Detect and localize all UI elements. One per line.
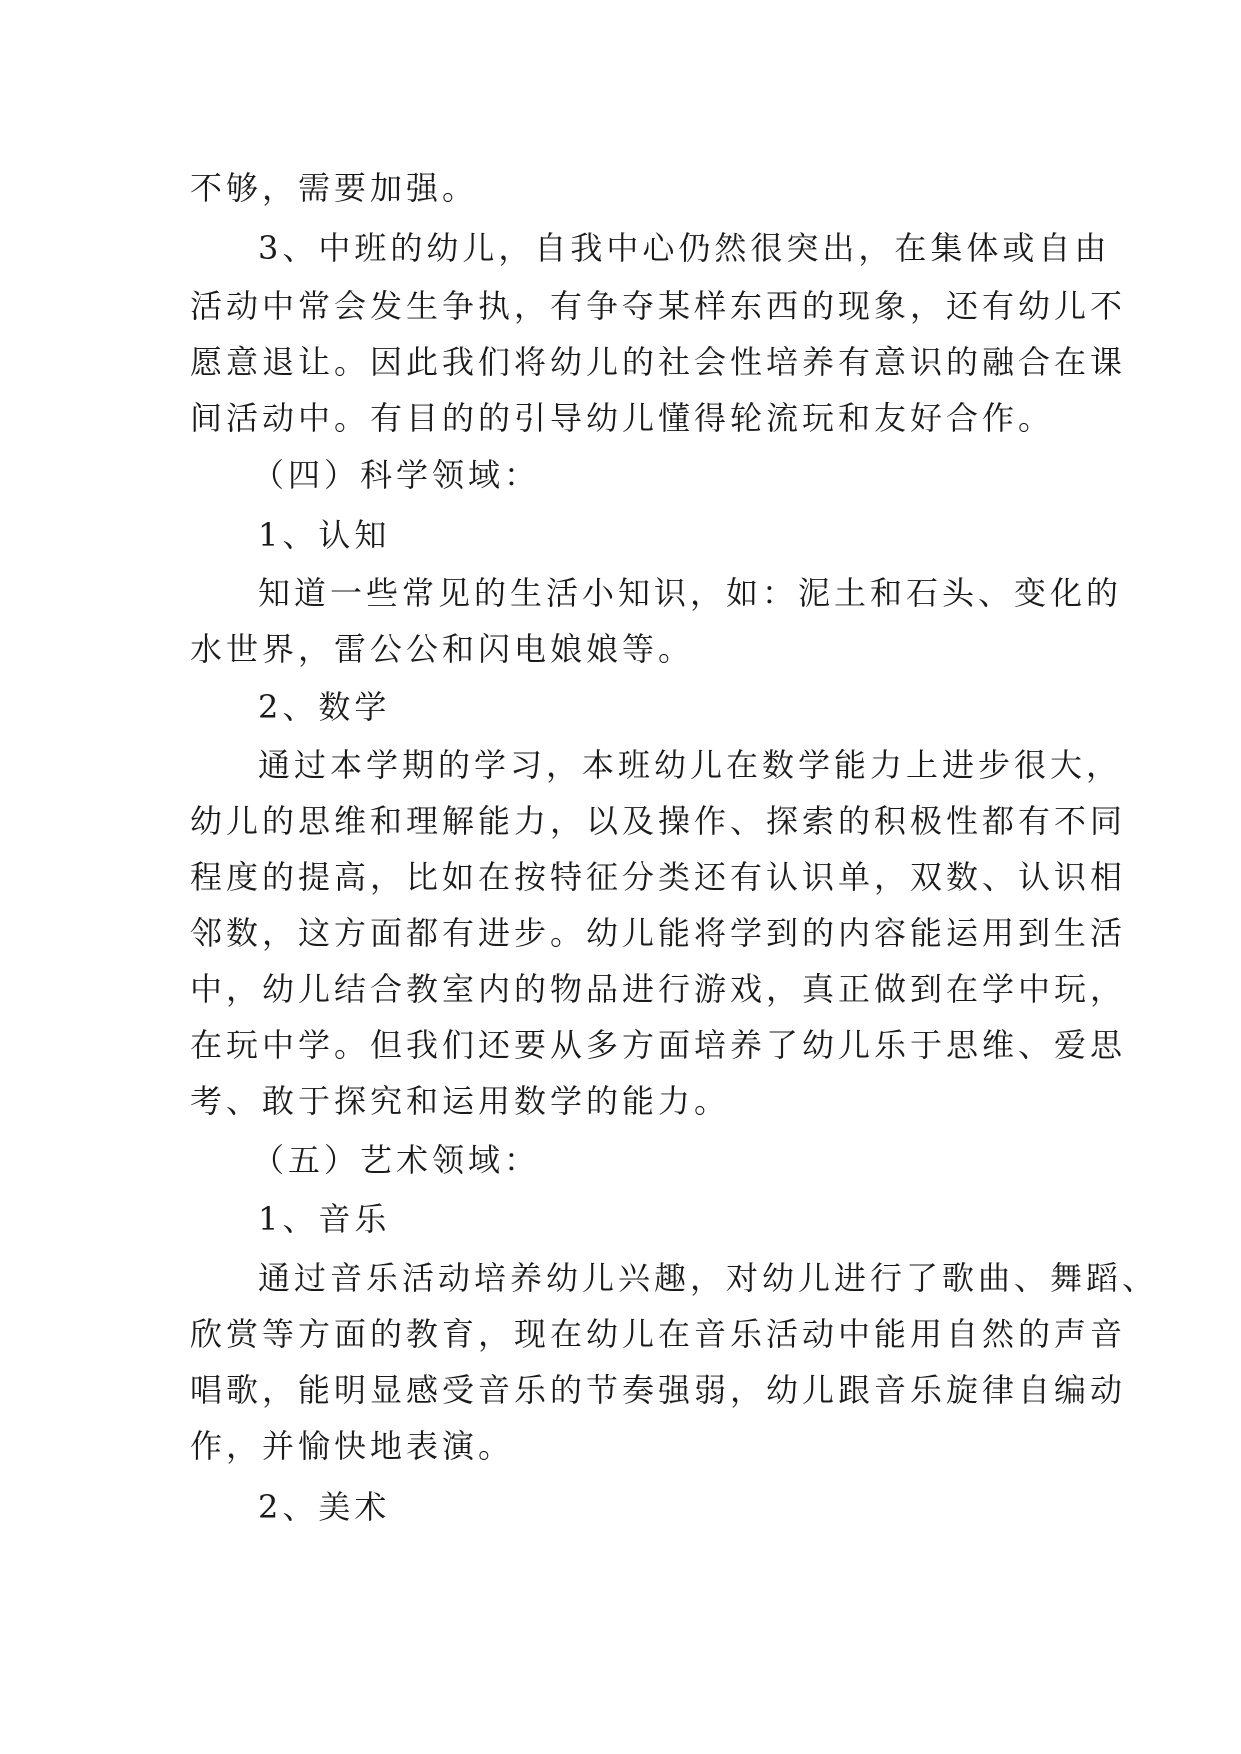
text-line: 水世界，雷公公和闪电娘娘等。 bbox=[190, 630, 695, 668]
text-line: 程度的提高，比如在按特征分类还有认识单，双数、认识相 bbox=[190, 858, 1127, 896]
text-line: 3、中班的幼儿，自我中心仍然很突出，在集体或自由 bbox=[258, 229, 1111, 267]
text-line: 不够，需要加强。 bbox=[190, 169, 479, 207]
subsection-heading: 2、美术 bbox=[258, 1488, 391, 1526]
text-line: 中，幼儿结合教室内的物品进行游戏，真正做到在学中玩， bbox=[190, 970, 1127, 1008]
text-line: 邻数，这方面都有进步。幼儿能将学到的内容能运用到生活 bbox=[190, 914, 1127, 952]
text-line: 幼儿的思维和理解能力，以及操作、探索的积极性都有不同 bbox=[190, 802, 1127, 840]
text-line: 唱歌，能明显感受音乐的节奏强弱，幼儿跟音乐旋律自编动 bbox=[190, 1371, 1127, 1409]
text-line: 活动中常会发生争执，有争夺某样东西的现象，还有幼儿不 bbox=[190, 287, 1127, 325]
subsection-heading: 2、数学 bbox=[258, 688, 391, 726]
text-line: 间活动中。有目的的引导幼儿懂得轮流玩和友好合作。 bbox=[190, 399, 1055, 437]
text-line: 知道一些常见的生活小知识，如：泥土和石头、变化的 bbox=[258, 574, 1123, 612]
subsection-heading: 1、音乐 bbox=[258, 1200, 391, 1238]
text-line: 在玩中学。但我们还要从多方面培养了幼儿乐于思维、爱思 bbox=[190, 1026, 1127, 1064]
section-heading: （四）科学领域： bbox=[252, 456, 541, 494]
text-line: 考、敢于探究和运用数学的能力。 bbox=[190, 1082, 731, 1120]
text-line: 欣赏等方面的教育，现在幼儿在音乐活动中能用自然的声音 bbox=[190, 1315, 1127, 1353]
text-line: 愿意退让。因此我们将幼儿的社会性培养有意识的融合在课 bbox=[190, 343, 1127, 381]
text-line: 通过本学期的学习，本班幼儿在数学能力上进步很大， bbox=[258, 746, 1123, 784]
text-line: 通过音乐活动培养幼儿兴趣，对幼儿进行了歌曲、舞蹈、 bbox=[258, 1259, 1159, 1297]
subsection-heading: 1、认知 bbox=[258, 516, 391, 554]
section-heading: （五）艺术领域： bbox=[252, 1141, 541, 1179]
text-line: 作，并愉快地表演。 bbox=[190, 1427, 515, 1465]
